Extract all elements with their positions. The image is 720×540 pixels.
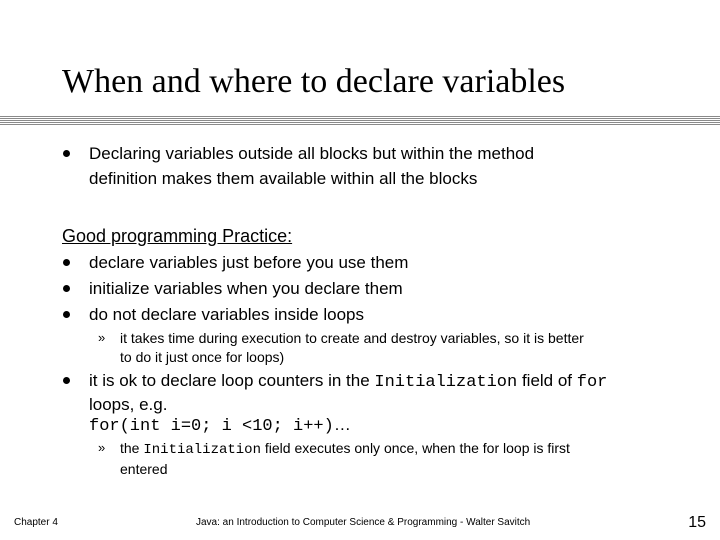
practice-heading: Good programming Practice: [62, 226, 293, 246]
slide-title: When and where to declare variables [62, 63, 566, 100]
intro-bullet-line2: definition makes them available within all the blocks [89, 169, 478, 188]
initialization-code: Initialization [374, 373, 518, 392]
init-note-line2: entered [120, 461, 168, 477]
ellipsis: … [333, 415, 351, 434]
practice-bullet-3: do not declare variables inside loops [89, 305, 365, 324]
bullet-dot-icon [63, 150, 70, 157]
bullet-dot-icon [63, 311, 70, 318]
sub-bullet-marker-icon: » [98, 440, 106, 455]
footer-book-title: Java: an Introduction to Computer Science & Programming - Walter Savitch [196, 517, 531, 528]
practice-bullet-1: declare variables just before you use them [89, 253, 409, 272]
bullet-dot-icon [63, 259, 70, 266]
title-divider [0, 116, 720, 126]
sub-bullet-marker-icon: » [98, 330, 106, 345]
loop-counter-line1 [89, 370, 607, 394]
bullet-dot-icon [63, 377, 70, 384]
page-number: 15 [688, 514, 706, 531]
for-keyword-code: for [576, 373, 608, 392]
loop-note-line1: it takes time during execution to create and destroy variables, so it is better [120, 330, 584, 346]
init-note-code: Initialization [143, 442, 261, 458]
practice-bullet-2: initialize variables when you declare them [89, 279, 403, 298]
footer-chapter: Chapter 4 [14, 517, 58, 528]
bullet-dot-icon [63, 285, 70, 292]
init-note-post: field executes only once, when the for loop is first [260, 440, 570, 456]
loop-counter-line2: loops, e.g. [89, 395, 168, 414]
loop-counter-line3 [89, 414, 351, 438]
loop-counter-text-mid: field of [517, 371, 577, 390]
loop-counter-text-pre: it is ok to declare loop counters in the [89, 371, 375, 390]
loop-note-line2: to do it just once for loops) [120, 349, 285, 365]
init-note-line1 [120, 438, 570, 460]
for-loop-example-code: for(int i=0; i <10; i++) [89, 417, 334, 436]
init-note-pre: the [120, 440, 144, 456]
intro-bullet-line1: Declaring variables outside all blocks but within the method [89, 144, 535, 163]
